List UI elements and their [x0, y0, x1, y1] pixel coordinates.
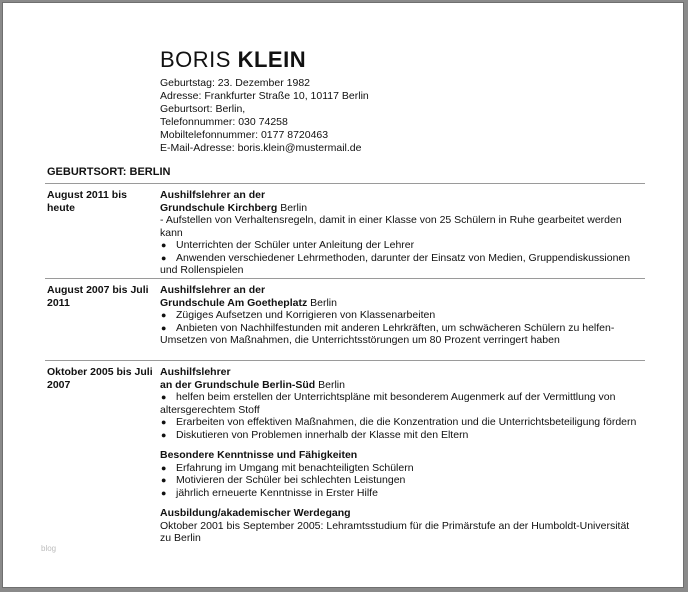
contact-email: E-Mail-Adresse: boris.klein@mustermail.de	[160, 142, 362, 154]
list-item: ● jährlich erneuerte Kenntnisse in Erster Hilfe	[160, 487, 638, 500]
contact-birthplace: Geburtsort: Berlin,	[160, 103, 246, 115]
list-item: ● Diskutieren von Problemen innerhalb der Klasse mit den Eltern	[160, 429, 638, 442]
entry-intro: - Aufstellen von Verhaltensregeln, damit in einer Klasse von 25 Schülern in Ruhe gearbeitet werden kann	[160, 214, 622, 239]
education-heading: Ausbildung/akademischer Werdegang	[160, 507, 351, 519]
last-name: KLEIN	[237, 47, 307, 72]
entry-date: August 2011 bis heute	[47, 189, 127, 214]
entry-school: Grundschule Kirchberg	[160, 201, 278, 214]
contact-mobile: Mobiltelefonnummer: 0177 8720463	[160, 129, 329, 141]
divider	[45, 360, 645, 361]
list-item: ● Zügiges Aufsetzen und Korrigieren von Klassenarbeiten	[160, 309, 638, 322]
list-item: ● Unterrichten der Schüler unter Anleitung der Lehrer	[160, 239, 638, 252]
entry-body	[160, 284, 638, 347]
entry-city: Berlin	[315, 378, 345, 391]
resume-page	[2, 2, 684, 588]
education-text: Oktober 2001 bis September 2005: Lehramtsstudium für die Primärstufe an der Humboldt-Universität zu Berlin	[160, 519, 630, 544]
first-name: BORIS	[160, 47, 231, 72]
contact-address: Adresse: Frankfurter Straße 10, 10117 Berlin	[160, 90, 369, 102]
skills-list	[160, 462, 638, 500]
contact-block	[160, 77, 369, 155]
entry-title: Aushilfslehrer an der	[160, 189, 266, 201]
list-item: ● helfen beim erstellen der Unterrichtspläne mit besonderem Augenmerk auf der Vermittlung von altersgerechtem Stoff	[160, 391, 638, 416]
entry-body	[160, 366, 638, 545]
entry-city: Berlin	[307, 296, 337, 309]
watermark: blog	[41, 544, 57, 553]
candidate-name	[160, 47, 306, 73]
skills-heading: Besondere Kenntnisse und Fähigkeiten	[160, 449, 358, 461]
list-item: ● Anwenden verschiedener Lehrmethoden, darunter der Einsatz von Medien, Gruppendiskussionen und Rollenspielen	[160, 252, 638, 277]
list-item: ● Erarbeiten von effektiven Maßnahmen, die die Konzentration und die Unterrichtsbeteiligung fördern	[160, 416, 638, 429]
entry-title: Aushilfslehrer	[160, 366, 231, 378]
entry-school: an der Grundschule Berlin-Süd	[160, 378, 316, 391]
divider	[45, 278, 645, 279]
entry-title: Aushilfslehrer an der	[160, 284, 266, 296]
entry-date: Oktober 2005 bis Juli 2007	[47, 366, 153, 391]
entry-school: Grundschule Am Goetheplatz	[160, 296, 308, 309]
entry-body	[160, 189, 638, 277]
entry-bullets	[160, 391, 638, 441]
entry-bullets	[160, 309, 638, 347]
list-item: ● Erfahrung im Umgang mit benachteiligten Schülern	[160, 462, 638, 475]
divider	[45, 183, 645, 184]
entry-city: Berlin	[277, 201, 308, 214]
list-item: ● Motivieren der Schüler bei schlechten Leistungen	[160, 474, 638, 487]
section-heading: GEBURTSORT: BERLIN	[47, 166, 171, 178]
entry-bullets	[160, 239, 638, 277]
entry-date: August 2007 bis Juli 2011	[47, 284, 149, 309]
contact-phone: Telefonnummer: 030 74258	[160, 116, 288, 128]
list-item: ● Anbieten von Nachhilfestunden mit anderen Lehrkräften, um schwächeren Schülern zu helfen- Umsetzen von Maßnahmen, die Unterrichtsstörungen um 80 Prozent verringert haben	[160, 322, 638, 347]
contact-birthday: Geburtstag: 23. Dezember 1982	[160, 77, 311, 89]
